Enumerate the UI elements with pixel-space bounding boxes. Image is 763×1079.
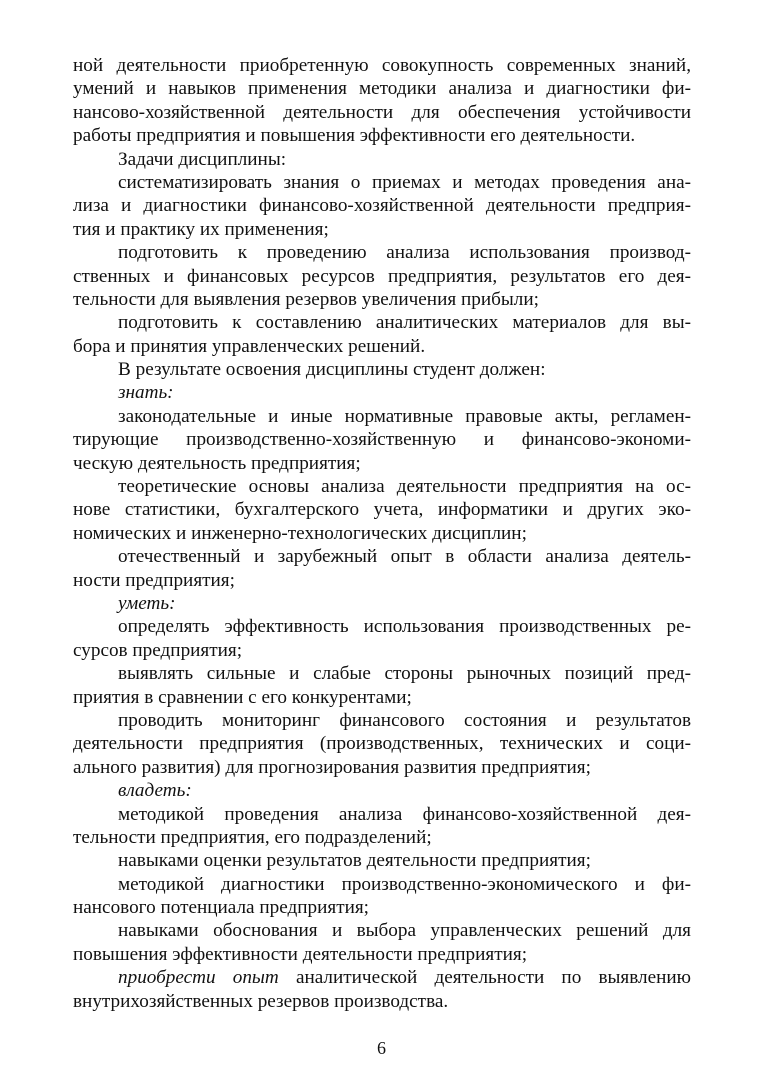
text-line: ственных и финансовых ресурсов предприятия, результатов его дея- <box>73 265 691 287</box>
italic-lead-gain-experience: приобрести опыт <box>118 967 279 989</box>
text-line: тельности предприятия, его подразделений; <box>73 826 432 848</box>
section-heading-tasks: Задачи дисциплины: <box>118 148 287 170</box>
text-line: методикой проведения анализа финансово-хозяйственной дея- <box>118 803 691 825</box>
text-line: теоретические основы анализа деятельности предприятия на ос- <box>118 476 691 498</box>
text-line: навыками оценки результатов деятельности предприятия; <box>118 850 591 872</box>
text-line: лиза и диагностики финансово-хозяйственной деятельности предприя- <box>73 195 691 217</box>
text-line: бора и принятия управленческих решений. <box>73 335 426 357</box>
page-number: 6 <box>377 1038 386 1058</box>
text-line: номических и инженерно-технологических дисциплин; <box>73 522 527 544</box>
text-line: проводить мониторинг финансового состояния и результатов <box>118 709 691 731</box>
text-line: подготовить к проведению анализа использования производ- <box>118 242 691 264</box>
text-line: законодательные и иные нормативные правовые акты, регламен- <box>118 405 691 427</box>
text-line: повышения эффективности деятельности предприятия; <box>73 943 528 965</box>
text-line: определять эффективность использования производственных ре- <box>118 616 691 638</box>
text-line-with-italic-lead <box>73 966 691 989</box>
text-line: В результате освоения дисциплины студент должен: <box>118 359 546 381</box>
text-line: тия и практику их применения; <box>73 218 329 240</box>
text-line-remainder: аналитической деятельности по выявлению <box>295 967 691 989</box>
page-body <box>73 54 691 1013</box>
text-line: приятия в сравнении с его конкурентами; <box>73 686 412 708</box>
text-line: работы предприятия и повышения эффективности его деятельности. <box>73 125 636 147</box>
text-line: навыками обоснования и выбора управленческих решений для <box>118 920 691 942</box>
subheading-master: владеть: <box>118 780 192 802</box>
text-line: ности предприятия; <box>73 569 235 591</box>
text-line: выявлять сильные и слабые стороны рыночных позиций пред- <box>118 663 691 685</box>
text-line: тельности для выявления резервов увеличения прибыли; <box>73 288 539 310</box>
text-line: систематизировать знания о приемах и методах проведения ана- <box>118 171 691 193</box>
text-line: внутрихозяйственных резервов производства. <box>73 990 449 1012</box>
text-line: ческую деятельность предприятия; <box>73 452 361 474</box>
text-line: тирующие производственно-хозяйственную и финансово-экономи- <box>73 429 691 451</box>
text-line: нансово-хозяйственной деятельности для обеспечения устойчивости <box>73 101 691 123</box>
subheading-know: знать: <box>118 382 174 404</box>
text-line: методикой диагностики производственно-экономического и фи- <box>118 873 691 895</box>
text-line: сурсов предприятия; <box>73 639 243 661</box>
text-line: отечественный и зарубежный опыт в области анализа деятель- <box>118 546 691 568</box>
text-line: умений и навыков применения методики анализа и диагностики фи- <box>73 78 691 100</box>
text-line: нансового потенциала предприятия; <box>73 897 370 919</box>
text-line: нове статистики, бухгалтерского учета, информатики и других эко- <box>73 499 691 521</box>
text-line: ального развития) для прогнозирования развития предприятия; <box>73 756 591 778</box>
text-line: деятельности предприятия (производственных, технических и соци- <box>73 733 691 755</box>
text-line: ной деятельности приобретенную совокупность современных знаний, <box>73 55 691 76</box>
text-line: подготовить к составлению аналитических материалов для вы- <box>118 312 691 334</box>
subheading-be-able: уметь: <box>118 592 176 614</box>
